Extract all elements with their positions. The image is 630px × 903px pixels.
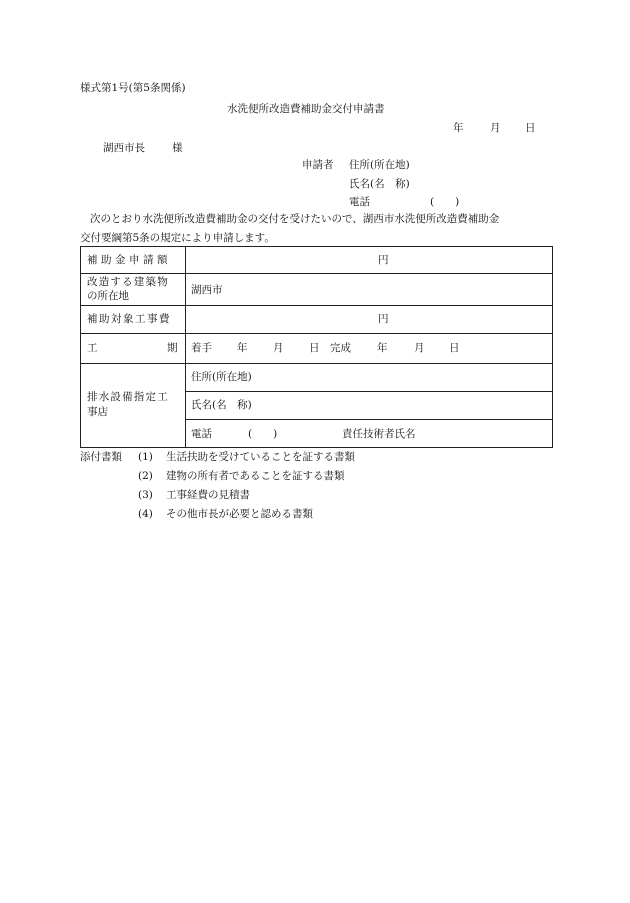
attachment-number: (1) [138, 451, 153, 463]
period-end-year: 年 [377, 342, 388, 354]
period-end-label: 完成 [330, 342, 351, 354]
period-end-day: 日 [449, 342, 460, 354]
date-day: 日 [525, 122, 536, 134]
application-table [80, 246, 553, 448]
applicant-label: 申請者 [302, 159, 334, 171]
contractor-name-label: 氏名(名 称) [191, 399, 252, 411]
table-divider [81, 363, 552, 364]
subsidy-amount-label: 補助金申請額 [87, 254, 171, 266]
building-location-label-line-2: の所在地 [87, 290, 129, 302]
applicant-address-label: 住所(所在地) [349, 159, 410, 171]
attachment-number: (4) [138, 508, 153, 520]
body-text-line-2: 交付要綱第5条の規定により申請します。 [80, 232, 275, 244]
table-column-divider [185, 247, 186, 447]
applicant-name-label: 氏名(名 称) [349, 178, 410, 190]
attachment-text: 生活扶助を受けていることを証する書類 [166, 451, 355, 463]
period-start-month: 月 [273, 342, 284, 354]
table-divider [81, 305, 552, 306]
table-divider [81, 273, 552, 274]
building-location-value: 湖西市 [191, 284, 223, 296]
applicant-phone-paren: ( ) [430, 196, 460, 208]
period-start-day: 日 [309, 342, 320, 354]
contractor-phone-paren: ( ) [248, 428, 278, 440]
target-cost-unit: 円 [378, 313, 389, 325]
target-cost-label: 補助対象工事費 [87, 313, 171, 325]
attachment-text: 工事経費の見積書 [166, 489, 250, 501]
addressee-name: 湖西市長 [103, 142, 145, 154]
attachment-number: (2) [138, 470, 153, 482]
table-divider [81, 333, 552, 334]
table-divider [185, 419, 552, 420]
contractor-label-line-1: 排水設備指定工 [87, 391, 169, 403]
applicant-phone-label: 電話 [349, 196, 370, 208]
date-year: 年 [453, 122, 464, 134]
attachments-label: 添付書類 [80, 451, 122, 463]
attachment-text: その他市長が必要と認める書類 [166, 508, 313, 520]
body-text-line-1: 次のとおり水洗便所改造費補助金の交付を受けたいので、湖西市水洗便所改造費補助金 [90, 213, 500, 225]
contractor-address-label: 住所(所在地) [191, 371, 252, 383]
period-start-year: 年 [237, 342, 248, 354]
period-end-month: 月 [414, 342, 425, 354]
form-number: 様式第1号(第5条関係) [80, 82, 186, 94]
responsible-engineer-label: 責任技術者氏名 [342, 428, 416, 440]
period-start-label: 着手 [191, 342, 212, 354]
period-label-second-char: 期 [167, 342, 178, 354]
table-divider [185, 391, 552, 392]
contractor-label-line-2: 事店 [87, 406, 108, 418]
attachment-number: (3) [138, 489, 153, 501]
attachment-text: 建物の所有者であることを証する書類 [166, 470, 345, 482]
page-title: 水洗便所改造費補助金交付申請書 [227, 103, 385, 115]
addressee-honorific: 様 [172, 142, 183, 154]
building-location-label-line-1: 改造する建築物 [87, 276, 169, 288]
subsidy-amount-unit: 円 [378, 254, 389, 266]
period-label-first-char: 工 [87, 342, 98, 354]
contractor-phone-label: 電話 [191, 428, 212, 440]
date-month: 月 [490, 122, 501, 134]
